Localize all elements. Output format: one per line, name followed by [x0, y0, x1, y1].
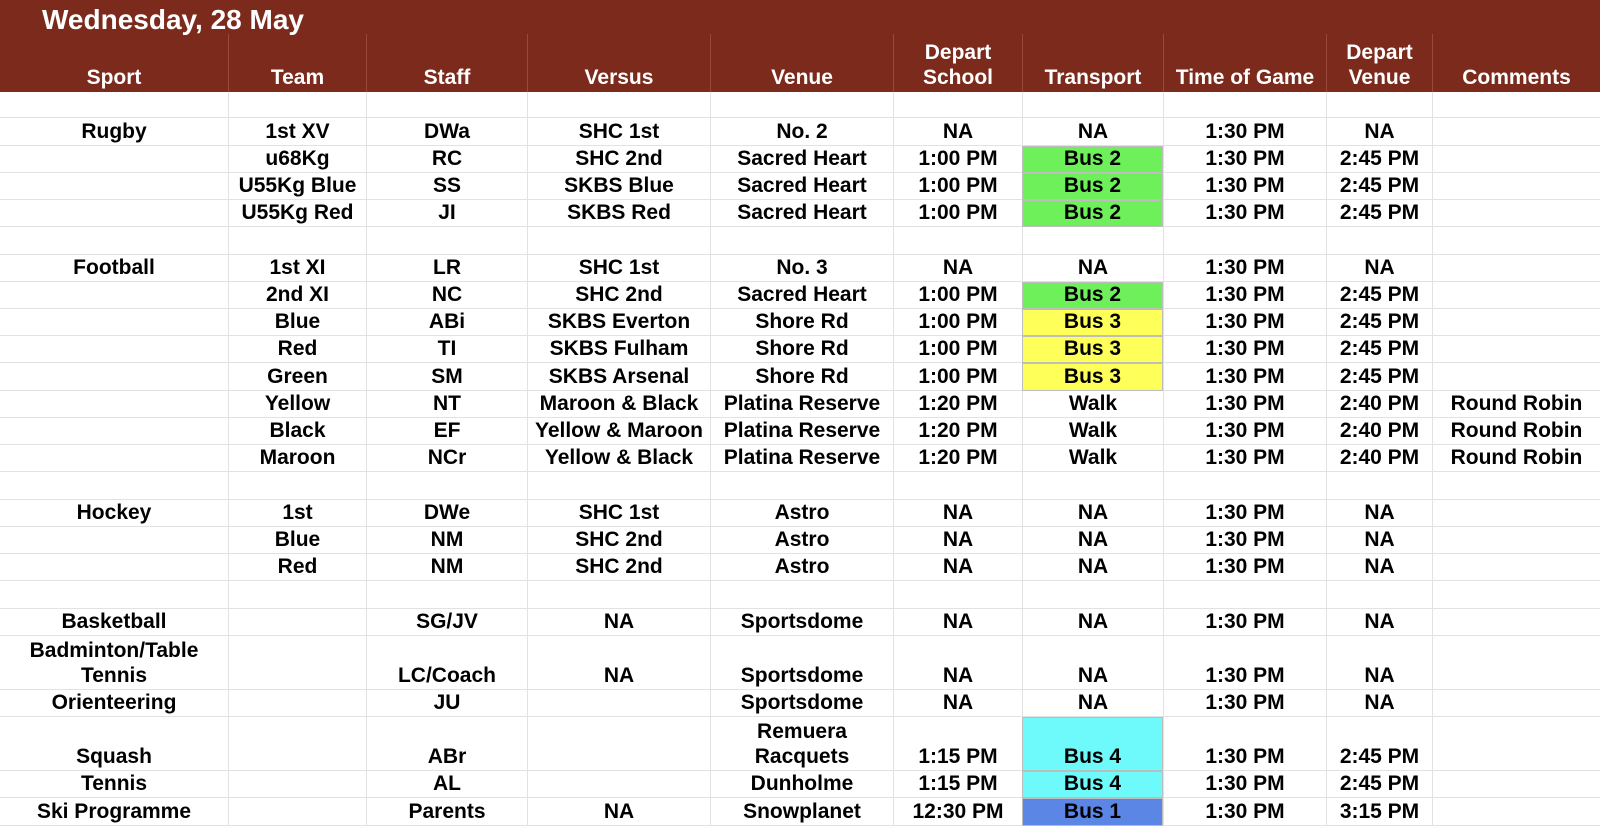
cell-team[interactable]: U55Kg Blue [228, 173, 366, 200]
cell-transport[interactable]: Bus 2 [1022, 146, 1163, 173]
table-row [0, 309, 1600, 336]
cell-comments[interactable] [1432, 146, 1600, 173]
cell-time-of-game[interactable]: 1:30 PM [1163, 391, 1326, 418]
cell-versus[interactable]: SKBS Blue [527, 173, 710, 200]
cell-staff[interactable]: SS [366, 173, 527, 200]
table-row [0, 418, 1600, 445]
column-header-sport[interactable]: Sport [86, 66, 142, 89]
cell-versus[interactable]: SKBS Red [527, 200, 710, 227]
cell-versus[interactable] [527, 581, 710, 609]
cell-time-of-game[interactable]: 1:30 PM [1163, 798, 1326, 826]
cell-sport[interactable] [0, 391, 228, 418]
cell-depart-school[interactable] [893, 581, 1022, 609]
cell-sport[interactable]: Squash [0, 717, 228, 771]
cell-depart-school[interactable]: NA [893, 500, 1022, 527]
cell-depart-school[interactable]: NA [893, 609, 1022, 636]
table-row [0, 527, 1600, 554]
cell-time-of-game[interactable]: 1:30 PM [1163, 309, 1326, 336]
column-header-versus[interactable]: Versus [527, 34, 710, 92]
cell-team[interactable] [228, 581, 366, 609]
cell-versus[interactable]: SHC 1st [527, 255, 710, 282]
table-row [0, 445, 1600, 472]
cell-staff[interactable]: JU [366, 690, 527, 717]
cell-comments[interactable] [1432, 118, 1600, 146]
cell-versus[interactable] [527, 717, 710, 771]
table-row [0, 363, 1600, 391]
cell-depart-venue[interactable] [1326, 472, 1432, 500]
table-row [0, 798, 1600, 826]
table-row [0, 173, 1600, 200]
cell-team[interactable]: Red [228, 336, 366, 363]
cell-staff[interactable]: ABi [366, 309, 527, 336]
cell-staff[interactable]: LR [366, 255, 527, 282]
cell-team[interactable] [228, 798, 366, 826]
cell-venue[interactable]: Sacred Heart [710, 282, 893, 309]
cell-staff[interactable]: TI [366, 336, 527, 363]
cell-transport[interactable]: Bus 4 [1022, 717, 1163, 771]
cell-versus[interactable]: Maroon & Black [527, 391, 710, 418]
table-row [0, 472, 1600, 500]
cell-team[interactable]: Yellow [228, 391, 366, 418]
cell-transport[interactable]: Bus 3 [1022, 363, 1163, 391]
cell-sport[interactable]: Tennis [0, 771, 228, 798]
cell-depart-school[interactable] [893, 472, 1022, 500]
cell-staff[interactable] [366, 581, 527, 609]
cell-comments[interactable] [1432, 554, 1600, 581]
cell-comments[interactable] [1432, 771, 1600, 798]
cell-depart-school[interactable] [893, 227, 1022, 255]
cell-sport[interactable]: Ski Programme [0, 798, 228, 826]
cell-sport[interactable]: Badminton/Table Tennis [0, 636, 228, 690]
cell-time-of-game[interactable]: 1:30 PM [1163, 282, 1326, 309]
cell-depart-venue[interactable]: NA [1326, 636, 1432, 690]
table-row [0, 200, 1600, 227]
cell-sport[interactable]: Football [0, 255, 228, 282]
cell-versus[interactable] [527, 690, 710, 717]
cell-versus[interactable] [527, 92, 710, 118]
cell-staff[interactable]: SM [366, 363, 527, 391]
cell-transport[interactable]: Bus 2 [1022, 282, 1163, 309]
cell-team[interactable] [228, 472, 366, 500]
table-row [0, 690, 1600, 717]
cell-versus[interactable]: SHC 1st [527, 500, 710, 527]
cell-comments[interactable] [1432, 609, 1600, 636]
cell-transport[interactable]: NA [1022, 554, 1163, 581]
cell-versus[interactable]: SKBS Arsenal [527, 363, 710, 391]
cell-transport[interactable]: Bus 1 [1022, 798, 1163, 826]
cell-depart-venue[interactable]: NA [1326, 690, 1432, 717]
cell-time-of-game[interactable] [1163, 472, 1326, 500]
cell-sport[interactable] [0, 581, 228, 609]
cell-transport[interactable]: Walk [1022, 418, 1163, 445]
cell-time-of-game[interactable]: 1:30 PM [1163, 173, 1326, 200]
cell-depart-venue[interactable]: NA [1326, 609, 1432, 636]
column-header-staff[interactable]: Staff [366, 34, 527, 92]
cell-transport[interactable]: Bus 3 [1022, 309, 1163, 336]
cell-time-of-game[interactable]: 1:30 PM [1163, 418, 1326, 445]
cell-versus[interactable]: SHC 2nd [527, 527, 710, 554]
cell-versus[interactable]: SKBS Fulham [527, 336, 710, 363]
cell-staff[interactable]: EF [366, 418, 527, 445]
cell-team[interactable] [228, 717, 366, 771]
column-header-transport[interactable]: Transport [1022, 34, 1163, 92]
cell-transport[interactable]: Bus 3 [1022, 336, 1163, 363]
column-header-team[interactable]: Team [228, 34, 366, 92]
cell-comments[interactable]: Round Robin [1432, 445, 1600, 472]
cell-venue[interactable]: Astro [710, 500, 893, 527]
cell-depart-venue[interactable]: 2:40 PM [1326, 445, 1432, 472]
table-row [0, 391, 1600, 418]
cell-time-of-game[interactable]: 1:30 PM [1163, 554, 1326, 581]
cell-depart-school[interactable]: NA [893, 527, 1022, 554]
cell-versus[interactable] [527, 472, 710, 500]
table-row [0, 581, 1600, 609]
cell-depart-venue[interactable]: 2:45 PM [1326, 717, 1432, 771]
cell-depart-venue[interactable]: 2:45 PM [1326, 173, 1432, 200]
cell-team[interactable]: u68Kg [228, 146, 366, 173]
cell-depart-school[interactable]: 1:00 PM [893, 336, 1022, 363]
cell-depart-venue[interactable]: 2:45 PM [1326, 771, 1432, 798]
cell-depart-school[interactable]: 1:00 PM [893, 282, 1022, 309]
cell-depart-school[interactable]: 1:15 PM [893, 717, 1022, 771]
cell-sport[interactable] [0, 309, 228, 336]
column-header-depart-school[interactable]: Depart School [893, 34, 1022, 92]
cell-sport[interactable] [0, 363, 228, 391]
cell-depart-venue[interactable]: 2:45 PM [1326, 200, 1432, 227]
cell-depart-school[interactable]: NA [893, 255, 1022, 282]
cell-comments[interactable] [1432, 227, 1600, 255]
cell-transport[interactable]: NA [1022, 527, 1163, 554]
cell-venue[interactable] [710, 472, 893, 500]
table-row [0, 118, 1600, 146]
cell-comments[interactable] [1432, 581, 1600, 609]
cell-sport[interactable] [0, 527, 228, 554]
cell-venue[interactable] [710, 227, 893, 255]
cell-venue[interactable]: Remuera Racquets [710, 717, 893, 771]
cell-staff[interactable]: LC/Coach [366, 636, 527, 690]
cell-venue[interactable]: Shore Rd [710, 336, 893, 363]
cell-venue[interactable]: Sacred Heart [710, 146, 893, 173]
cell-comments[interactable]: Round Robin [1432, 418, 1600, 445]
cell-time-of-game[interactable]: 1:30 PM [1163, 690, 1326, 717]
cell-venue[interactable]: Sacred Heart [710, 200, 893, 227]
cell-sport[interactable] [0, 146, 228, 173]
cell-time-of-game[interactable]: 1:30 PM [1163, 200, 1326, 227]
cell-venue[interactable]: Astro [710, 554, 893, 581]
cell-depart-school[interactable]: 1:20 PM [893, 445, 1022, 472]
cell-depart-school[interactable]: NA [893, 554, 1022, 581]
cell-venue[interactable]: Sportsdome [710, 609, 893, 636]
cell-versus[interactable] [527, 771, 710, 798]
cell-venue[interactable]: Platina Reserve [710, 445, 893, 472]
cell-time-of-game[interactable]: 1:30 PM [1163, 363, 1326, 391]
cell-team[interactable]: U55Kg Red [228, 200, 366, 227]
cell-transport[interactable] [1022, 92, 1163, 118]
cell-staff[interactable] [366, 92, 527, 118]
cell-staff[interactable] [366, 227, 527, 255]
cell-team[interactable]: Blue [228, 527, 366, 554]
cell-sport[interactable]: Orienteering [0, 690, 228, 717]
cell-team[interactable] [228, 636, 366, 690]
cell-versus[interactable]: SHC 2nd [527, 282, 710, 309]
cell-venue[interactable]: Shore Rd [710, 309, 893, 336]
cell-comments[interactable] [1432, 472, 1600, 500]
cell-sport[interactable]: Basketball [0, 609, 228, 636]
cell-comments[interactable] [1432, 690, 1600, 717]
cell-versus[interactable]: SKBS Everton [527, 309, 710, 336]
cell-versus[interactable]: NA [527, 609, 710, 636]
cell-transport[interactable]: Bus 2 [1022, 173, 1163, 200]
cell-team[interactable]: 2nd XI [228, 282, 366, 309]
cell-depart-venue[interactable]: NA [1326, 554, 1432, 581]
cell-staff[interactable]: NCr [366, 445, 527, 472]
cell-sport[interactable] [0, 472, 228, 500]
cell-team[interactable]: Blue [228, 309, 366, 336]
cell-versus[interactable]: NA [527, 798, 710, 826]
cell-staff[interactable]: NT [366, 391, 527, 418]
cell-depart-school[interactable]: 1:15 PM [893, 771, 1022, 798]
cell-depart-venue[interactable]: NA [1326, 118, 1432, 146]
table-row [0, 609, 1600, 636]
table-row [0, 92, 1600, 118]
table-row [0, 282, 1600, 309]
cell-sport[interactable] [0, 227, 228, 255]
cell-versus[interactable]: Yellow & Maroon [527, 418, 710, 445]
table-row [0, 554, 1600, 581]
cell-sport[interactable]: Rugby [0, 118, 228, 146]
cell-depart-school[interactable]: 1:00 PM [893, 200, 1022, 227]
cell-comments[interactable] [1432, 336, 1600, 363]
cell-depart-school[interactable]: 1:00 PM [893, 146, 1022, 173]
cell-staff[interactable]: DWa [366, 118, 527, 146]
cell-time-of-game[interactable] [1163, 581, 1326, 609]
cell-transport[interactable]: Walk [1022, 391, 1163, 418]
cell-team[interactable] [228, 771, 366, 798]
cell-time-of-game[interactable]: 1:30 PM [1163, 146, 1326, 173]
cell-time-of-game[interactable]: 1:30 PM [1163, 118, 1326, 146]
cell-venue[interactable]: Platina Reserve [710, 391, 893, 418]
cell-team[interactable]: 1st XV [228, 118, 366, 146]
column-header-comments[interactable]: Comments [1432, 34, 1600, 92]
cell-team[interactable]: 1st [228, 500, 366, 527]
cell-depart-venue[interactable]: NA [1326, 500, 1432, 527]
cell-depart-venue[interactable]: 2:45 PM [1326, 336, 1432, 363]
cell-staff[interactable]: SG/JV [366, 609, 527, 636]
cell-staff[interactable]: DWe [366, 500, 527, 527]
cell-venue[interactable]: Sportsdome [710, 636, 893, 690]
cell-time-of-game[interactable]: 1:30 PM [1163, 636, 1326, 690]
cell-depart-venue[interactable] [1326, 227, 1432, 255]
cell-comments[interactable] [1432, 500, 1600, 527]
cell-depart-school[interactable]: 1:00 PM [893, 363, 1022, 391]
cell-team[interactable] [228, 609, 366, 636]
cell-time-of-game[interactable]: 1:30 PM [1163, 527, 1326, 554]
cell-venue[interactable]: Astro [710, 527, 893, 554]
cell-time-of-game[interactable]: 1:30 PM [1163, 717, 1326, 771]
cell-transport[interactable]: NA [1022, 690, 1163, 717]
cell-staff[interactable]: Parents [366, 798, 527, 826]
cell-transport[interactable]: Bus 2 [1022, 200, 1163, 227]
cell-time-of-game[interactable]: 1:30 PM [1163, 500, 1326, 527]
cell-venue[interactable]: Sacred Heart [710, 173, 893, 200]
cell-time-of-game[interactable]: 1:30 PM [1163, 336, 1326, 363]
cell-transport[interactable] [1022, 472, 1163, 500]
cell-sport[interactable] [0, 173, 228, 200]
cell-transport[interactable]: NA [1022, 118, 1163, 146]
cell-staff[interactable]: JI [366, 200, 527, 227]
cell-time-of-game[interactable]: 1:30 PM [1163, 771, 1326, 798]
cell-team[interactable]: Red [228, 554, 366, 581]
cell-comments[interactable] [1432, 527, 1600, 554]
cell-venue[interactable]: Snowplanet [710, 798, 893, 826]
cell-staff[interactable]: NM [366, 554, 527, 581]
cell-depart-school[interactable]: 12:30 PM [893, 798, 1022, 826]
cell-team[interactable]: 1st XI [228, 255, 366, 282]
cell-staff[interactable] [366, 472, 527, 500]
cell-depart-venue[interactable] [1326, 92, 1432, 118]
cell-comments[interactable] [1432, 717, 1600, 771]
cell-transport[interactable]: NA [1022, 255, 1163, 282]
cell-versus[interactable]: NA [527, 636, 710, 690]
cell-depart-venue[interactable]: 2:45 PM [1326, 282, 1432, 309]
cell-depart-venue[interactable]: 2:40 PM [1326, 391, 1432, 418]
column-header-depart-venue[interactable]: Depart Venue [1326, 34, 1432, 92]
column-header-time-of-game[interactable]: Time of Game [1163, 34, 1326, 92]
cell-transport[interactable]: NA [1022, 609, 1163, 636]
table-row [0, 500, 1600, 527]
cell-team[interactable]: Green [228, 363, 366, 391]
cell-team[interactable] [228, 690, 366, 717]
cell-transport[interactable]: Walk [1022, 445, 1163, 472]
cell-transport[interactable] [1022, 227, 1163, 255]
cell-transport[interactable]: NA [1022, 636, 1163, 690]
cell-venue[interactable]: Platina Reserve [710, 418, 893, 445]
table-row [0, 336, 1600, 363]
cell-sport[interactable] [0, 418, 228, 445]
cell-comments[interactable] [1432, 255, 1600, 282]
table-row [0, 717, 1600, 771]
cell-comments[interactable] [1432, 798, 1600, 826]
cell-depart-school[interactable]: 1:00 PM [893, 309, 1022, 336]
cell-venue[interactable] [710, 92, 893, 118]
cell-comments[interactable] [1432, 636, 1600, 690]
table-row [0, 771, 1600, 798]
cell-versus[interactable]: SHC 2nd [527, 146, 710, 173]
cell-venue[interactable] [710, 581, 893, 609]
cell-depart-school[interactable]: 1:00 PM [893, 173, 1022, 200]
cell-sport[interactable] [0, 282, 228, 309]
cell-transport[interactable]: Bus 4 [1022, 771, 1163, 798]
cell-depart-venue[interactable]: 2:45 PM [1326, 146, 1432, 173]
cell-venue[interactable]: Shore Rd [710, 363, 893, 391]
table-row [0, 227, 1600, 255]
cell-sport[interactable] [0, 336, 228, 363]
cell-transport[interactable] [1022, 581, 1163, 609]
cell-time-of-game[interactable]: 1:30 PM [1163, 255, 1326, 282]
cell-versus[interactable] [527, 227, 710, 255]
cell-depart-school[interactable]: 1:20 PM [893, 391, 1022, 418]
cell-sport[interactable] [0, 200, 228, 227]
cell-sport[interactable] [0, 445, 228, 472]
cell-comments[interactable] [1432, 173, 1600, 200]
cell-depart-school[interactable]: 1:20 PM [893, 418, 1022, 445]
cell-staff[interactable]: NC [366, 282, 527, 309]
cell-depart-venue[interactable]: 2:45 PM [1326, 309, 1432, 336]
cell-transport[interactable]: NA [1022, 500, 1163, 527]
cell-depart-school[interactable]: NA [893, 690, 1022, 717]
cell-team[interactable] [228, 227, 366, 255]
table-row [0, 636, 1600, 690]
cell-time-of-game[interactable]: 1:30 PM [1163, 609, 1326, 636]
cell-depart-school[interactable] [893, 92, 1022, 118]
cell-staff[interactable]: AL [366, 771, 527, 798]
cell-versus[interactable]: SHC 1st [527, 118, 710, 146]
cell-comments[interactable] [1432, 282, 1600, 309]
cell-sport[interactable]: Hockey [0, 500, 228, 527]
cell-time-of-game[interactable] [1163, 92, 1326, 118]
cell-comments[interactable] [1432, 309, 1600, 336]
page-title: Wednesday, 28 May [42, 4, 304, 35]
cell-comments[interactable] [1432, 363, 1600, 391]
cell-sport[interactable] [0, 92, 228, 118]
cell-comments[interactable] [1432, 200, 1600, 227]
column-header-venue[interactable]: Venue [710, 34, 893, 92]
cell-staff[interactable]: NM [366, 527, 527, 554]
cell-depart-venue[interactable]: 3:15 PM [1326, 798, 1432, 826]
cell-depart-venue[interactable]: NA [1326, 255, 1432, 282]
table-row [0, 255, 1600, 282]
cell-comments[interactable]: Round Robin [1432, 391, 1600, 418]
table-row [0, 146, 1600, 173]
cell-depart-venue[interactable] [1326, 581, 1432, 609]
cell-venue[interactable]: Sportsdome [710, 690, 893, 717]
cell-team[interactable] [228, 92, 366, 118]
cell-staff[interactable]: ABr [366, 717, 527, 771]
cell-versus[interactable]: Yellow & Black [527, 445, 710, 472]
cell-depart-venue[interactable]: NA [1326, 527, 1432, 554]
cell-venue[interactable]: No. 3 [710, 255, 893, 282]
cell-venue[interactable]: No. 2 [710, 118, 893, 146]
cell-team[interactable]: Maroon [228, 445, 366, 472]
cell-depart-venue[interactable]: 2:40 PM [1326, 418, 1432, 445]
cell-depart-school[interactable]: NA [893, 636, 1022, 690]
cell-versus[interactable]: SHC 2nd [527, 554, 710, 581]
cell-comments[interactable] [1432, 92, 1600, 118]
cell-time-of-game[interactable] [1163, 227, 1326, 255]
cell-time-of-game[interactable]: 1:30 PM [1163, 445, 1326, 472]
cell-depart-venue[interactable]: 2:45 PM [1326, 363, 1432, 391]
cell-staff[interactable]: RC [366, 146, 527, 173]
cell-sport[interactable] [0, 554, 228, 581]
cell-depart-school[interactable]: NA [893, 118, 1022, 146]
cell-team[interactable]: Black [228, 418, 366, 445]
cell-venue[interactable]: Dunholme [710, 771, 893, 798]
